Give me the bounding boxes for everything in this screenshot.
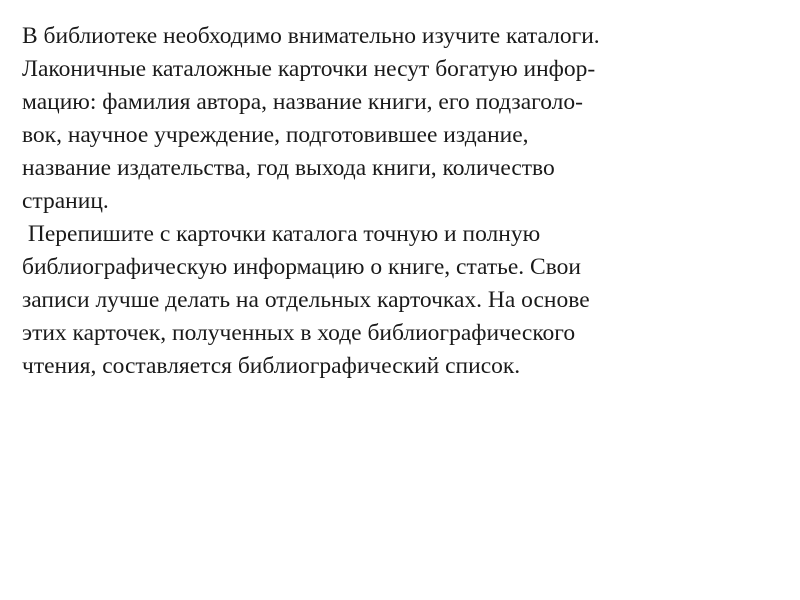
text-line-4: вок, научное учреждение, подготовившее издание, <box>22 122 529 148</box>
text-line-7: Перепишите с карточки каталога точную и полную <box>22 221 541 247</box>
text-line-6: страниц. <box>22 188 109 214</box>
text-line-2: Лаконичные каталожные карточки несут богатую инфор- <box>22 56 596 82</box>
text-line-3: мацию: фамилия автора, название книги, его подзаголо- <box>22 89 583 115</box>
text-line-9: записи лучше делать на отдельных карточках. На основе <box>22 287 590 313</box>
text-line-11: чтения, составляется библиографический список. <box>22 353 521 379</box>
text-line-8: библиографическую информацию о книге, статье. Свои <box>22 254 581 280</box>
text-line-10: этих карточек, полученных в ходе библиографического <box>22 320 576 346</box>
text-line-5: название издательства, год выхода книги, количество <box>22 155 555 181</box>
body-text <box>22 20 792 383</box>
text-line-1: В библиотеке необходимо внимательно изучите каталоги. <box>22 23 600 49</box>
